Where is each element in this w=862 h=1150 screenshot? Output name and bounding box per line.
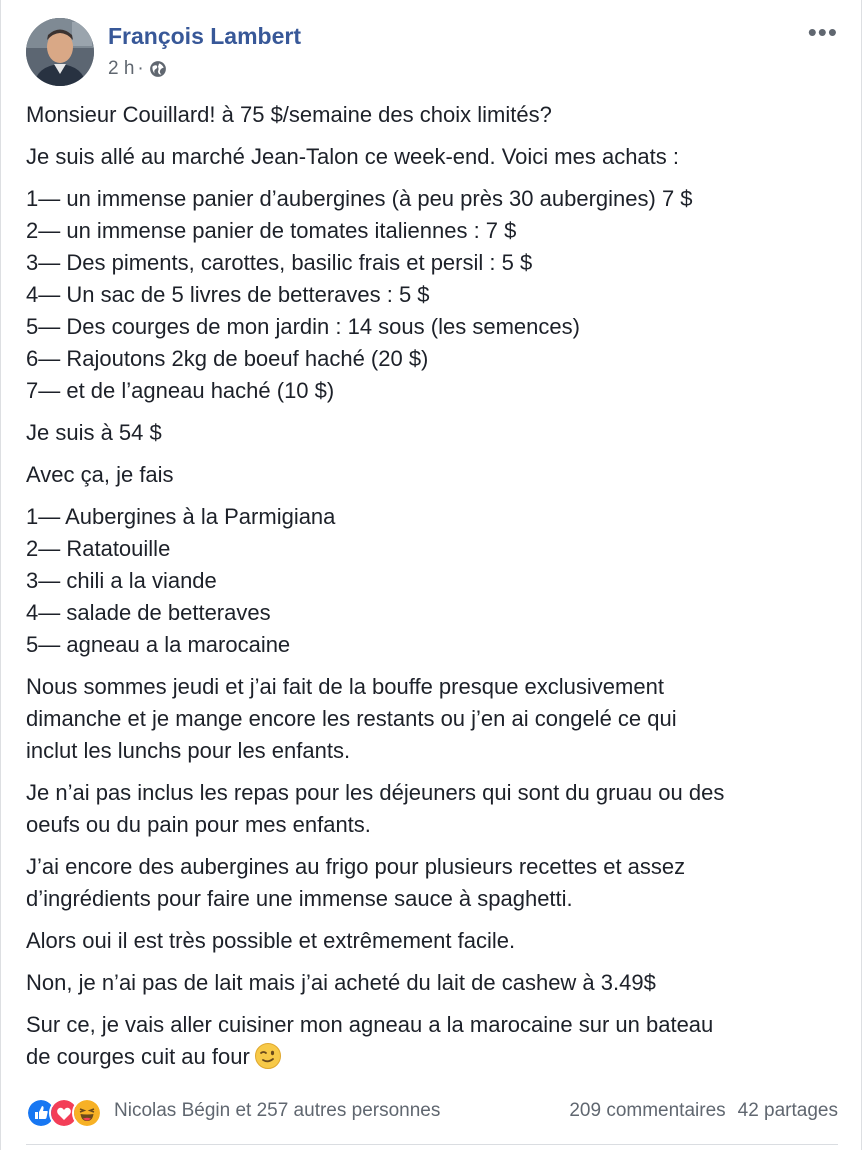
purchase-item: 7— et de l’agneau haché (10 $): [26, 378, 335, 403]
post-paragraph: Monsieur Couillard! à 75 $/semaine des choix limités?: [26, 102, 552, 127]
post-paragraph: Non, je n’ai pas de lait mais j’ai acheté du lait de cashew à 3.49$: [26, 970, 656, 995]
reactions-text[interactable]: Nicolas Bégin et 257 autres personnes: [114, 1100, 441, 1121]
globe-icon: [149, 60, 167, 78]
author-avatar[interactable]: [26, 18, 94, 86]
dish-item: 1— Aubergines à la Parmigiana: [26, 504, 336, 529]
post-paragraph: J’ai encore des aubergines au frigo pour plusieurs recettes et assez d’ingrédients pour faire une immense sauce à spaghetti.: [26, 854, 686, 911]
purchases-list: [26, 183, 841, 407]
comments-count[interactable]: 209 commentaires: [569, 1100, 726, 1121]
author-name[interactable]: François Lambert: [108, 23, 301, 49]
avatar-photo-icon: [26, 18, 94, 86]
purchase-item: 1— un immense panier d’aubergines (à peu près 30 aubergines) 7 $: [26, 186, 693, 211]
post-paragraph-text: Sur ce, je vais aller cuisiner mon agneau a la marocaine sur un bateau de courges cuit au four: [26, 1012, 714, 1069]
purchase-item: 4— Un sac de 5 livres de betteraves : 5 $: [26, 282, 430, 307]
purchase-item: 6— Rajoutons 2kg de boeuf haché (20 $): [26, 346, 429, 371]
wink-emoji-icon: [254, 1042, 282, 1070]
purchase-item: 5— Des courges de mon jardin : 14 sous (les semences): [26, 314, 580, 339]
dish-item: 4— salade de betteraves: [26, 600, 271, 625]
post-paragraph: Je suis à 54 $: [26, 420, 162, 445]
post-paragraph: Alors oui il est très possible et extrêmement facile.: [26, 928, 516, 953]
post-footer: [26, 1095, 838, 1129]
post-body: [26, 99, 841, 1083]
reactions-icons[interactable]: [26, 1098, 95, 1128]
meta-separator: ·: [137, 58, 144, 79]
footer-divider: [26, 1144, 838, 1145]
post-paragraph: Nous sommes jeudi et j’ai fait de la bouffe presque exclusivement dimanche et je mange encore les restants ou j’en ai congelé ce qui inclut les lunchs pour les enfants.: [26, 674, 677, 763]
post-time[interactable]: 2 h: [108, 58, 135, 79]
post-meta: [108, 58, 167, 80]
post-paragraph: Je n’ai pas inclus les repas pour les déjeuners qui sont du gruau ou des oeufs ou du pain pour mes enfants.: [26, 780, 725, 837]
dish-item: 3— chili a la viande: [26, 568, 217, 593]
post-paragraph: Je suis allé au marché Jean-Talon ce week-end. Voici mes achats :: [26, 144, 679, 169]
dishes-list: [26, 501, 841, 661]
post-last-paragraph: [26, 1009, 841, 1073]
post-header: [26, 18, 846, 88]
shares-count[interactable]: 42 partages: [737, 1100, 838, 1121]
more-options-icon[interactable]: •••: [807, 17, 838, 47]
post-paragraph: Avec ça, je fais: [26, 462, 174, 487]
engagement-counts: [569, 1100, 838, 1122]
dish-item: 5— agneau a la marocaine: [26, 632, 291, 657]
dish-item: 2— Ratatouille: [26, 536, 171, 561]
purchase-item: 2— un immense panier de tomates italiennes : 7 $: [26, 218, 517, 243]
haha-icon: [72, 1098, 102, 1128]
purchase-item: 3— Des piments, carottes, basilic frais et persil : 5 $: [26, 250, 533, 275]
